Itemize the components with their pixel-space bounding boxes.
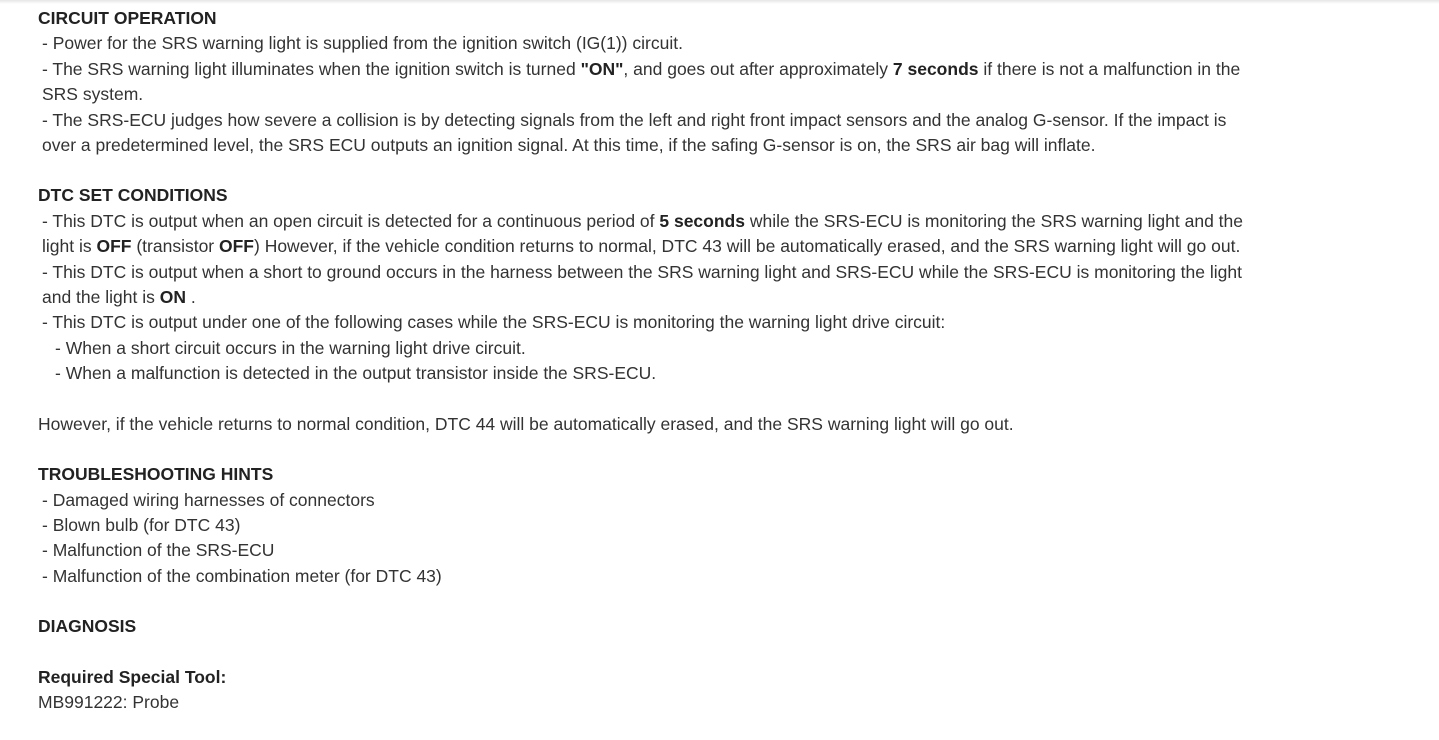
dtc-set-conditions-item-3: - This DTC is output under one of the following cases while the SRS-ECU is monitoring the warning light drive circuit: bbox=[42, 312, 946, 333]
dtc-set-conditions-item-1 bbox=[38, 209, 1263, 260]
required-special-tool-label: Required Special Tool: bbox=[38, 666, 227, 687]
troubleshooting-hints-heading: TROUBLESHOOTING HINTS bbox=[38, 464, 274, 485]
spacer bbox=[38, 387, 1263, 412]
bold-text: OFF bbox=[219, 236, 254, 257]
text-segment: (transistor bbox=[131, 236, 219, 257]
bold-text: 5 seconds bbox=[659, 210, 745, 231]
diagnosis-heading: DIAGNOSIS bbox=[38, 616, 137, 637]
troubleshooting-hint-item: - Malfunction of the SRS-ECU bbox=[42, 540, 275, 561]
bold-text: "ON" bbox=[580, 58, 624, 79]
troubleshooting-hint-item: - Damaged wiring harnesses of connectors bbox=[42, 489, 375, 510]
text-segment: ) However, if the vehicle condition returns to normal, DTC 43 will be automatically erased, and the SRS warning light will go out. bbox=[254, 236, 1241, 257]
spacer bbox=[38, 158, 1263, 183]
text-segment: - This DTC is output when a short to ground occurs in the harness between the SRS warning light and SRS-ECU while the SRS-ECU is monitoring the light and the light is bbox=[42, 261, 1242, 308]
dtc-set-conditions-heading: DTC SET CONDITIONS bbox=[38, 185, 228, 206]
text-segment: if there is not a malfunction in the SRS system. bbox=[42, 58, 1241, 105]
bold-text: OFF bbox=[96, 236, 132, 257]
circuit-operation-item-1: - Power for the SRS warning light is supplied from the ignition switch (IG(1)) circuit. bbox=[42, 33, 683, 54]
text-segment: , and goes out after approximately bbox=[623, 58, 893, 79]
top-edge-shadow bbox=[0, 0, 1439, 4]
document-body bbox=[38, 6, 1263, 715]
troubleshooting-hint-item: - Malfunction of the combination meter (for DTC 43) bbox=[42, 565, 442, 586]
circuit-operation-item-3: - The SRS-ECU judges how severe a collision is by detecting signals from the left and right front impact sensors and the analog G-sensor. If the impact is over a predetermined level, the SRS ECU outputs an ignition signal. At this time, if the safing G-sensor is on, the SRS air bag will inflate. bbox=[42, 109, 1227, 156]
spacer bbox=[38, 640, 1263, 665]
dtc-set-conditions-subitem-1: - When a short circuit occurs in the warning light drive circuit. bbox=[55, 337, 526, 358]
text-segment: - This DTC is output when an open circuit is detected for a continuous period of bbox=[42, 210, 660, 231]
troubleshooting-hint-item: - Blown bulb (for DTC 43) bbox=[42, 514, 241, 535]
circuit-operation-item-2 bbox=[38, 57, 1263, 108]
text-segment: while the SRS-ECU is monitoring the SRS warning light and the light is bbox=[42, 210, 1243, 257]
dtc-set-conditions-subitem-2: - When a malfunction is detected in the output transistor inside the SRS-ECU. bbox=[55, 363, 657, 384]
spacer bbox=[38, 589, 1263, 614]
text-segment: - The SRS warning light illuminates when the ignition switch is turned bbox=[42, 58, 581, 79]
special-tool-name: MB991222: Probe bbox=[38, 691, 180, 712]
dtc-set-conditions-item-2 bbox=[38, 260, 1263, 311]
text-segment: . bbox=[185, 287, 196, 308]
dtc-44-note: However, if the vehicle returns to normal condition, DTC 44 will be automatically erased, and the SRS warning light will go out. bbox=[38, 413, 1014, 434]
bold-text: ON bbox=[159, 287, 186, 308]
spacer bbox=[38, 437, 1263, 462]
bold-text: 7 seconds bbox=[892, 58, 979, 79]
circuit-operation-heading: CIRCUIT OPERATION bbox=[38, 8, 217, 28]
